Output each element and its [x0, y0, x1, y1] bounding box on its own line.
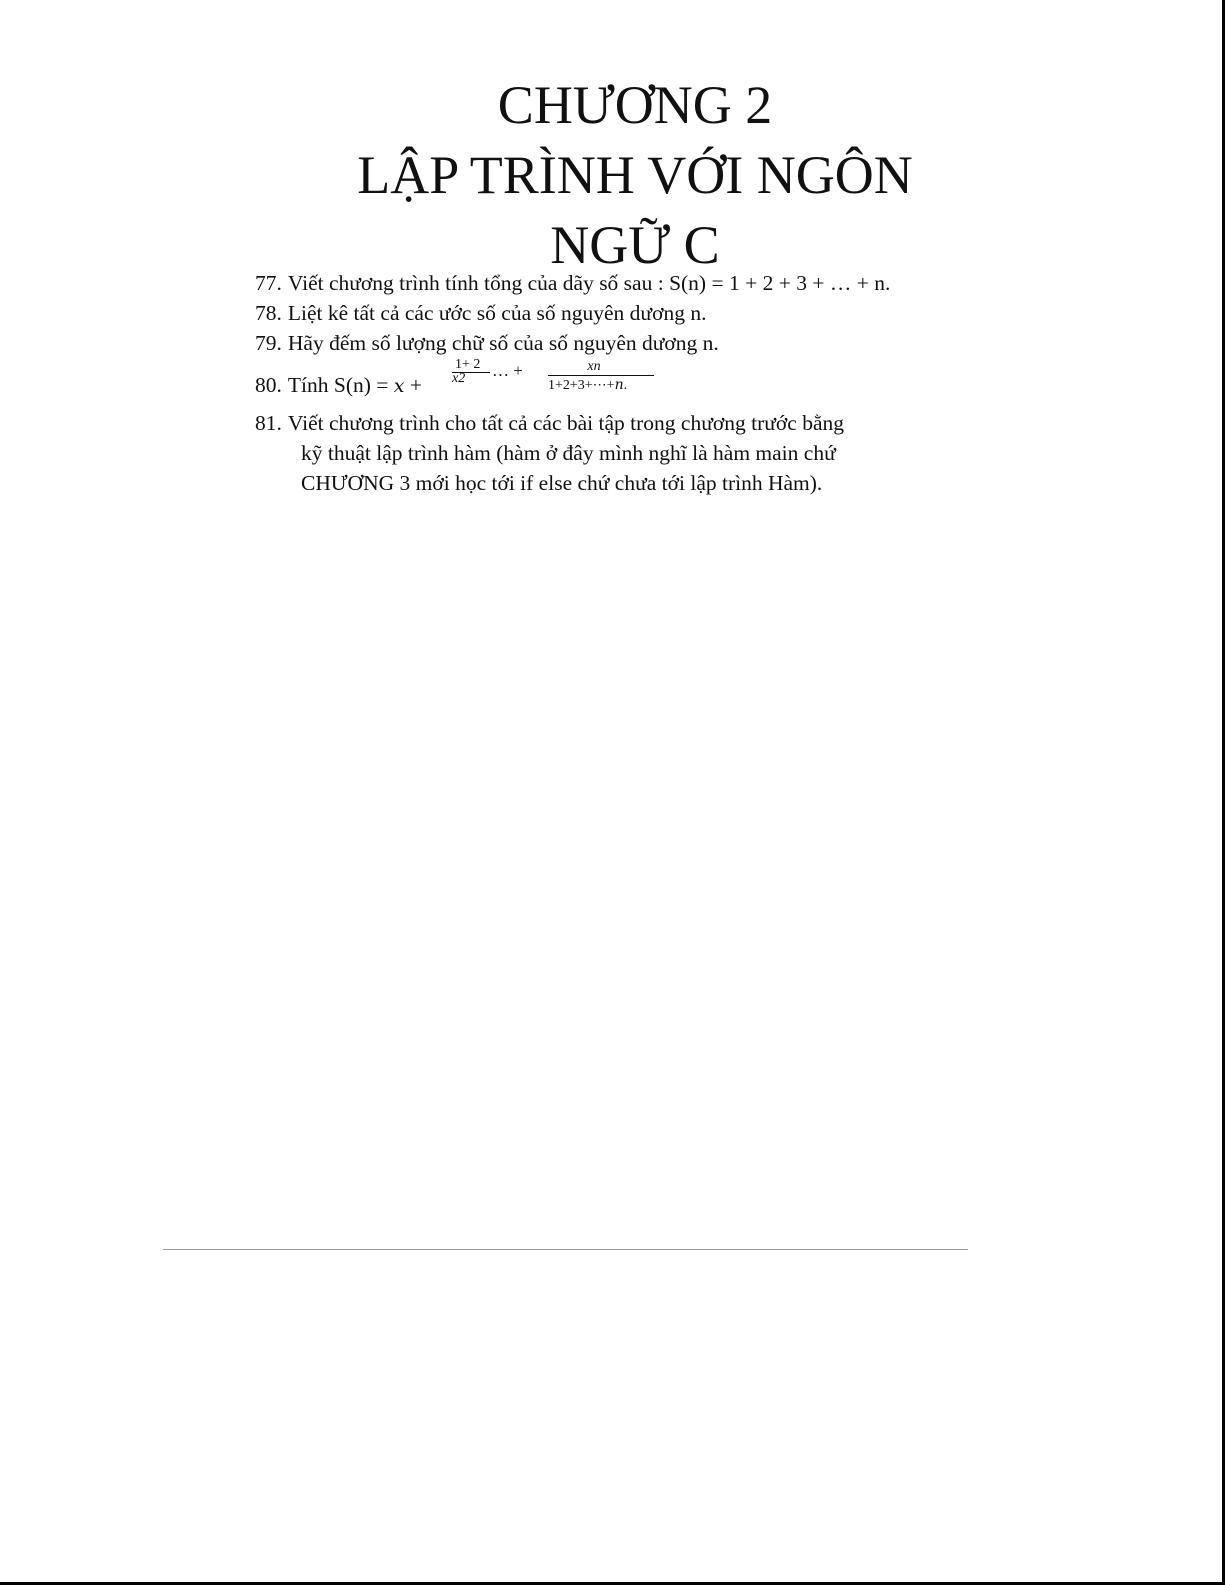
exercise-80-lead: [255, 370, 422, 401]
exercise-79: [255, 328, 975, 358]
exercise-text: Hãy đếm số lượng chữ số của số nguyên dương n.: [287, 331, 719, 355]
fraction-1-numerator: 1+ 2: [455, 357, 481, 372]
exercise-78: [255, 298, 975, 328]
exercise-number: 78.: [255, 301, 282, 325]
math-ellipsis-plus: … +: [492, 361, 523, 380]
exercise-number: 81.: [255, 411, 282, 435]
exercise-number: 80.: [255, 373, 282, 397]
exercise-text: Viết chương trình tính tổng của dãy số sau : S(n) = 1 + 2 + 3 + … + n.: [287, 271, 891, 295]
exercise-text-line-2: kỹ thuật lập trình hàm (hàm ở đây mình nghĩ là hàm main chứ: [301, 441, 836, 465]
chapter-title-line-3: NGỮ C: [550, 215, 720, 275]
chapter-title: [330, 70, 940, 280]
chapter-title-line-2: LẬP TRÌNH VỚI NGÔN: [357, 145, 913, 205]
footnote-separator: [163, 1249, 968, 1250]
fraction-2-denominator: 1+2+3+⋯+𝑛.: [548, 378, 628, 393]
fraction-2-bar: [548, 375, 654, 376]
exercise-text-line-1: Viết chương trình cho tất cả các bài tập trong chương trước bằng: [287, 411, 844, 435]
exercise-number: 77.: [255, 271, 282, 295]
exercise-text-line-3: CHƯƠNG 3 mới học tới if else chứ chưa tới lập trình Hàm).: [301, 471, 823, 495]
fraction-2-numerator: xn: [587, 359, 601, 374]
exercise-77: [255, 268, 975, 298]
fraction-1-denominator: x2: [452, 371, 466, 386]
exercise-80-label: Tính S(n) =: [287, 373, 389, 397]
exercise-text: Liệt kê tất cả các ước số của số nguyên dương n.: [287, 301, 707, 325]
exercise-list: [255, 268, 975, 498]
exercise-80: [255, 358, 975, 408]
chapter-title-line-1: CHƯƠNG 2: [497, 75, 773, 135]
math-variable-x: 𝑥: [393, 375, 405, 397]
math-plus: +: [409, 373, 422, 397]
exercise-81: [255, 408, 975, 498]
exercise-number: 79.: [255, 331, 282, 355]
